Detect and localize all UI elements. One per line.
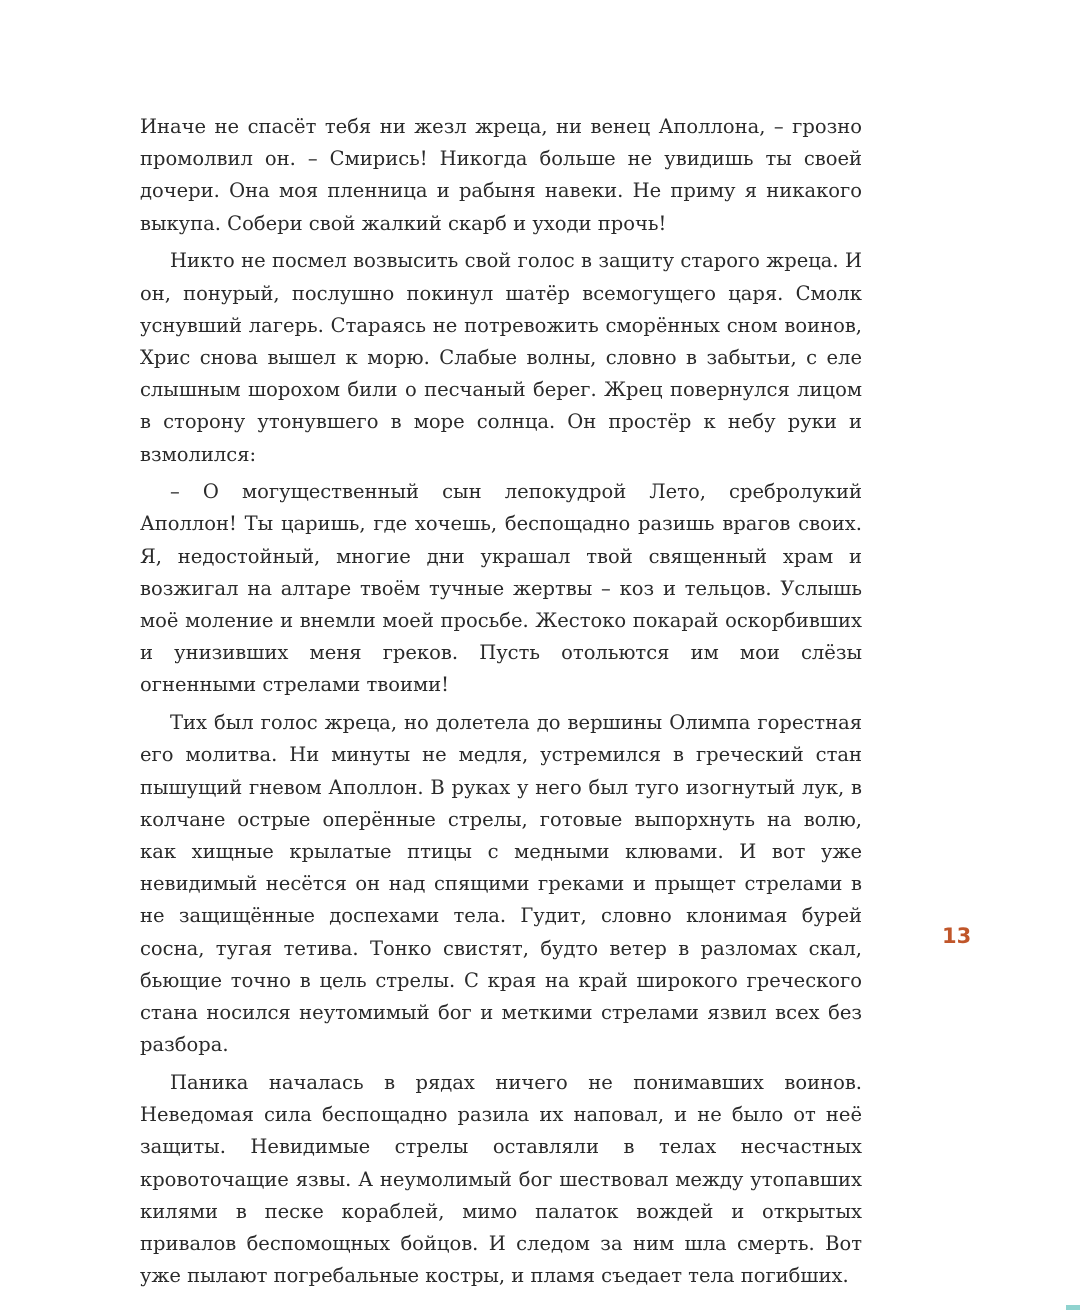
corner-color-mark	[1066, 1305, 1080, 1310]
page-number: 13	[942, 924, 972, 948]
paragraph: Паника началась в рядах ничего не понимавших воинов. Неведомая сила беспощадно разила их наповал, и не было от неё защиты. Невидимые стрелы оставляли в телах несчастных кровоточащие язвы. А неумолимый бог шествовал между утопавших килями в песке кораблей, мимо палаток вождей и открытых привалов беспомощных бойцов. И следом за ним шла смерть. Вот уже пылают погребальные костры, и пламя съедает тела погибших.	[140, 1070, 862, 1288]
paragraph-prayer: – О могущественный сын лепокудрой Лето, сребролукий Аполлон! Ты царишь, где хочешь, беспощадно разишь врагов своих. Я, недостойный, многие дни украшал твой священный храм и возжигал на алтаре твоём тучные жертвы – коз и тельцов. Услышь моё моление и внемли моей просьбе. Жестоко покарай оскорбивших и унизивших меня греков. Пусть отольются им мои слёзы огненными стрелами твоими!	[140, 480, 862, 697]
paragraph-continuation: Иначе не спасёт тебя ни жезл жреца, ни венец Аполлона, – грозно промолвил он. – Смирись! Никогда больше не увидишь ты своей дочери. Она моя пленница и рабыня навеки. Не приму я никакого выкупа. Собери свой жалкий скарб и уходи прочь!	[140, 115, 862, 235]
body-text	[140, 111, 862, 1292]
paragraph: Никто не посмел возвысить свой голос в защиту старого жреца. И он, понурый, послушно покинул шатёр всемогущего царя. Смолк уснувший лагерь. Стараясь не потревожить сморённых сном воинов, Хрис снова вышел к морю. Слабые волны, словно в забытьи, с еле слышным шорохом били о песчаный берег. Жрец повернулся лицом в сторону утонувшего в море солнца. Он простёр к небу руки и взмолился:	[140, 249, 862, 466]
paragraph: Тих был голос жреца, но долетела до вершины Олимпа горестная его молитва. Ни минуты не медля, устремился в греческий стан пышущий гневом Аполлон. В руках у него был туго изогнутый лук, в колчане острые оперённые стрелы, готовые выпорхнуть на волю, как хищные крылатые птицы с медными клювами. И вот уже невидимый несётся он над спящими греками и прыщет стрелами в не защищённые доспехами тела. Гудит, словно клонимая бурей сосна, тугая тетива. Тонко свистят, будто ветер в разломах скал, бьющие точно в цель стрелы. С края на край широкого греческого стана носился неутомимый бог и меткими стрелами язвил всех без разбора.	[140, 711, 862, 1057]
